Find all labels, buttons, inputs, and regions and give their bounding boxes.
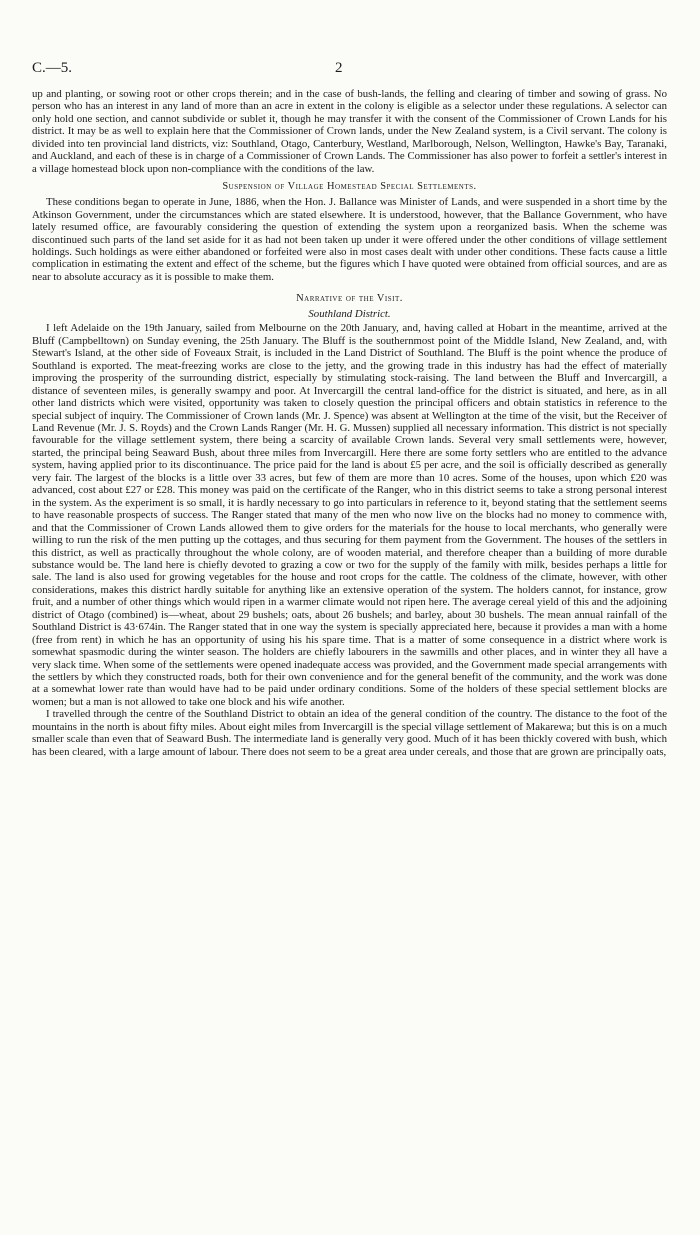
- paragraph-continuation: up and planting, or sowing root or other crops therein; and in the case of bush-lands, the felling and clearing of timber and sowing of grass. No person who has an interest in any land of more than an acre in extent in the colony is eligible as a selector under these regulations. A selector can only hold one section, and cannot subdivide or sublet it, though he may transfer it with the consent of the Commissioner of Crown Lands for his district. It may be as well to explain here that the Commissioner of Crown lands, under the New Zealand system, is a Civil servant. The colony is divided into ten provincial land districts, viz: Southland, Otago, Canterbury, Westland, Marlborough, Nelson, Wellington, Hawke's Bay, Taranaki, and Auckland, and each of these is in charge of a Commissioner of Crown Lands. The Commissioner has also power to forfeit a settler's interest in a village homestead block upon non-compliance with the conditions of the law.: [32, 88, 667, 175]
- paragraph-suspension: These conditions began to operate in June, 1886, when the Hon. J. Ballance was Minister of Lands, and were suspended in a short time by the Atkinson Government, under the circumstances which are stated elsewhere. It is understood, however, that the Ballance Government, who have lately resumed office, are favourably considering the question of extending the system upon a reorganized basis. When the scheme was discontinued such parts of the land set aside for it as had not been taken up under it were offered under the other conditions of village settlement holdings. Such holdings as were either abandoned or forfeited were also in most cases dealt with under other conditions. These facts cause a little complication in estimating the extent and effect of the scheme, but the figures which I have quoted were obtained from official sources, and are as near to absolute accuracy as it is possible to make them.: [32, 196, 667, 283]
- document-body: [32, 88, 667, 758]
- page-header: [32, 60, 660, 82]
- paragraph-southland-visit: I left Adelaide on the 19th January, sailed from Melbourne on the 20th January, and, having called at Hobart in the meantime, arrived at the Bluff (Campbelltown) on Sunday evening, the 25th January. The Bluff is the southernmost point of the Middle Island, New Zealand, and, with Stewart's Island, at the other side of Foveaux Strait, is included in the Land District of Southland. The Bluff is the point whence the produce of Southland is exported. The meat-freezing works are close to the jetty, and the growing trade in this industry has had the effect of materially improving the prosperity of the surrounding district, especially by stimulating stock-raising. The land between the Bluff and Invercargill, a distance of seventeen miles, is generally swampy and poor. At Invercargill the central land-office for the district is situated, and here, as in all other land districts which were visited, opportunity was taken to closely question the principal officers and obtain statistics in reference to the special subject of inquiry. The Commissioner of Crown lands (Mr. J. Spence) was absent at Wellington at the time of the visit, but the Receiver of Land Revenue (Mr. J. S. Royds) and the Crown Lands Ranger (Mr. H. G. Mussen) supplied all necessary information. This district is not specially favourable for the village settlement system, there being a scarcity of available Crown lands. Several very small settlements were, however, started, the principal being Seaward Bush, about three miles from Invercargill. Here there are some forty settlers who are entitled to the advance system, having applied prior to its discontinuance. The price paid for the land is about £5 per acre, and the soil is officially described as generally very fair. The largest of the blocks is a little over 33 acres, but few of them are more than 10 acres. Some of the houses, upon which £20 was advanced, cost about £27 or £28. This money was paid on the certificate of the Ranger, who in this district seems to take a strong personal interest in the system. As the experiment is so small, it is hardly necessary to go into particulars in reference to it, beyond stating that the settlement seems to have reasonable prospects of success. The Ranger stated that many of the men who now live on the blocks had no money to commence with, and that the Commissioner of Crown Lands allowed them to give orders for the materials for the house to local merchants, who generally were willing to run the risk of the men putting up the cottages, and thus securing for them payment from the Government. The houses of the settlers in this district, as well as practically throughout the whole colony, are of wooden material, and therefore cheaper than a building of more durable substance would be. The land here is chiefly devoted to grazing a cow or two for the supply of the family with milk, besides perhaps a little for sale. The land is also used for growing vegetables for the house and root crops for the cattle. The coldness of the climate, however, with other considerations, makes this district hardly suitable for anything like an extensive operation of the system. The holders cannot, for instance, grow fruit, and a number of other things which would ripen in a warmer climate would not ripen here. The average cereal yield of this and the adjoining district of Otago (combined) is—wheat, about 29 bushels; oats, about 26 bushels; and barley, about 30 bushels. The mean annual rainfall of the Southland District is 43·674in. The Ranger stated that in one way the system is specially appreciated here, because it provides a man with a home (free from rent) in which he has an opportunity of using his his spare time. That is a matter of some consequence in a district where work is somewhat spasmodic during the winter season. The holders are chiefly labourers in the sawmills and other places, and in winter they all have a very slack time. When some of the settlements were opened inadequate access was provided, and the Government made special arrangements with the settlers by which they constructed roads, both for their own convenience and for the general benefit of the community, and the work was done at a somewhat lower rate than would have had to be paid under ordinary conditions. Some of the holders of these special settlement blocks are women; but a man is not allowed to take one block and his wife another.: [32, 322, 667, 708]
- document-reference: C.—5.: [32, 60, 73, 76]
- paragraph-southland-travel: I travelled through the centre of the Southland District to obtain an idea of the general condition of the country. The distance to the foot of the mountains in the north is about fifty miles. About eight miles from Invercargill is the special village settlement of Makarewa; but this is on a much smaller scale than even that of Seaward Bush. The intermediate land is generally very good. Much of it has been thickly covered with bush, which has been cleared, with a large amount of labour. There does not seem to be a great area under cereals, and those that are grown are principally oats,: [32, 708, 667, 758]
- section-heading-suspension: Suspension of Village Homestead Special Settlements.: [222, 181, 477, 193]
- subsection-heading-southland: Southland District.: [308, 308, 391, 321]
- page-number: 2: [335, 60, 343, 76]
- section-heading-narrative: Narrative of the Visit.: [296, 293, 403, 305]
